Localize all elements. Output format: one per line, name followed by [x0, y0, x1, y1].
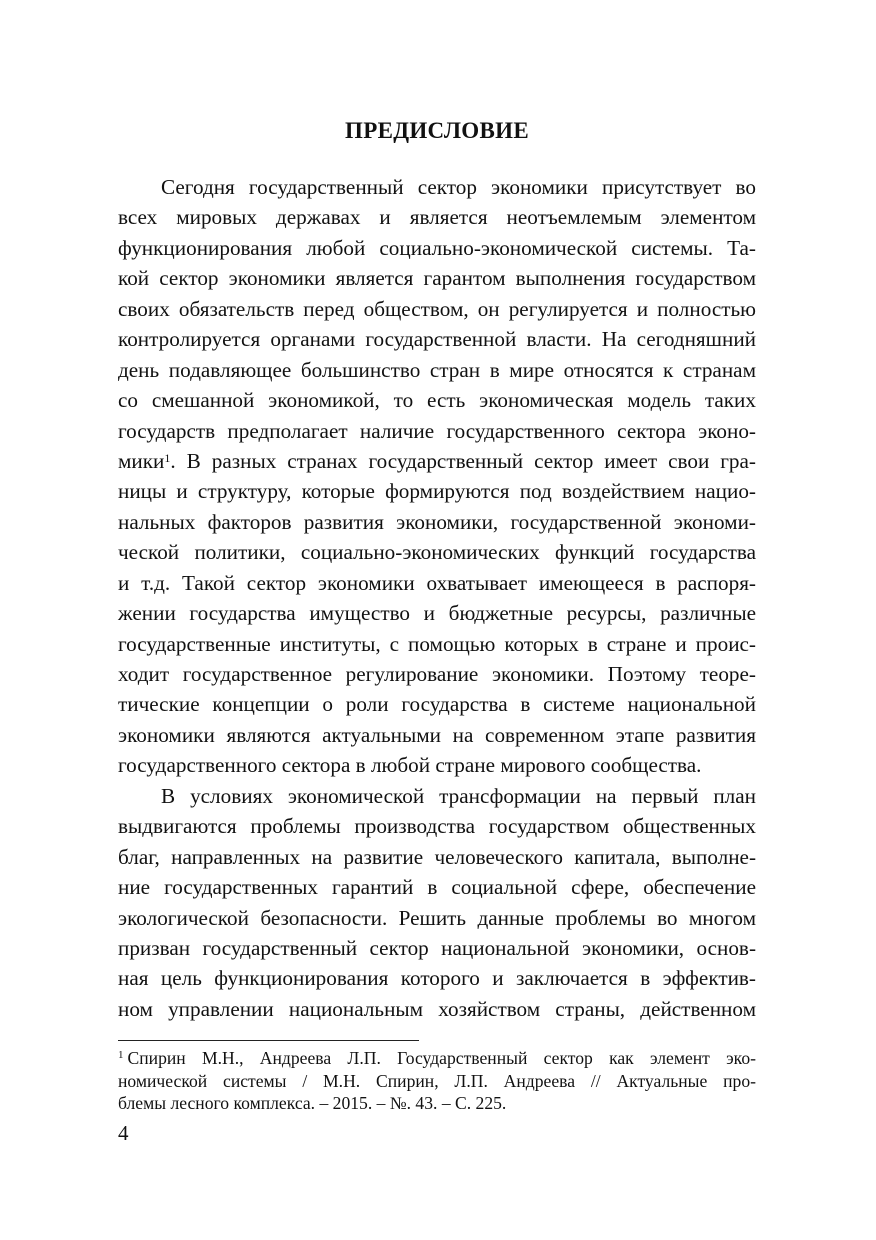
paragraph-1-line: государственного сектора в любой стране мирового сообщества. — [118, 753, 702, 778]
paragraph-2-line: ном управлении национальным хозяйством страны, действенном — [118, 996, 756, 1021]
paragraph-1-line: и т.д. Такой сектор экономики охватывает имеющееся в распоря- — [118, 570, 756, 595]
main-text — [118, 172, 756, 1024]
paragraph-1-line: ческой политики, социально-экономических функций государства — [118, 540, 756, 565]
page-number: 4 — [118, 1121, 129, 1145]
footnote-line: номической системы / М.Н. Спирин, Л.П. Андреева // Актуальные про- — [118, 1070, 756, 1091]
paragraph-1-line: день подавляющее большинство стран в мире относятся к странам — [118, 357, 756, 382]
paragraph-1-line: ходит государственное регулирование экономики. Поэтому теоре- — [118, 662, 756, 686]
line-text: . В разных странах государственный сектор имеет свои гра- — [170, 448, 756, 473]
paragraph-1-line: Сегодня государственный сектор экономики присутствует во — [161, 175, 756, 199]
footnote-text: Спирин М.Н., Андреева Л.П. Государственный сектор как элемент эко- — [127, 1048, 756, 1068]
paragraph-1-line-with-footnote — [118, 446, 756, 476]
paragraph-1-line: со смешанной экономикой, то есть экономическая модель таких — [118, 388, 756, 413]
paragraph-1-line: экономики являются актуальными на современном этапе развития — [118, 722, 756, 747]
paragraph-2-line: призван государственный сектор национальной экономики, основ- — [118, 935, 756, 960]
paragraph-1-line: контролируется органами государственной власти. На сегодняшний — [118, 327, 756, 352]
paragraph-1-line: всех мировых державах и является неотъемлемым элементом — [118, 205, 756, 230]
footnote — [118, 1047, 756, 1115]
footnote-reference[interactable]: 1 — [164, 450, 171, 465]
paragraph-2-line: ние государственных гарантий в социальной сфере, обеспечение — [118, 875, 756, 900]
paragraph-1-line: жении государства имущество и бюджетные ресурсы, различные — [118, 601, 756, 626]
paragraph-2-line: ная цель функционирования которого и заключается в эффектив- — [118, 966, 756, 991]
paragraph-2-line: экологической безопасности. Решить данные проблемы во многом — [118, 905, 756, 930]
paragraph-1-line: нальных факторов развития экономики, государственной экономи- — [118, 509, 756, 534]
paragraph-2-line: выдвигаются проблемы производства государством общественных — [118, 814, 756, 839]
paragraph-1-line: своих обязательств перед обществом, он регулируется и полностью — [118, 296, 756, 321]
paragraph-1-line: государственные институты, с помощью которых в стране и проис- — [118, 631, 756, 656]
paragraph-1-line: тические концепции о роли государства в системе национальной — [118, 692, 756, 717]
paragraph-2-line: благ, направленных на развитие человеческого капитала, выполне- — [118, 844, 756, 869]
footnote-line: блемы лесного комплекса. – 2015. – №. 43. – С. 225. — [118, 1093, 507, 1113]
page-title: ПРЕДИСЛОВИЕ — [345, 118, 529, 143]
paragraph-1-line: кой сектор экономики является гарантом выполнения государством — [118, 266, 756, 291]
footnote-divider — [118, 1040, 419, 1041]
paragraph-2-line: В условиях экономической трансформации на первый план — [161, 783, 756, 808]
paragraph-1-line: государств предполагает наличие государственного сектора эконо- — [118, 418, 756, 443]
line-text: мики — [118, 448, 165, 473]
footnote-mark: 1 — [118, 1049, 124, 1061]
paragraph-1-line: функционирования любой социально-экономической системы. Та- — [118, 235, 756, 260]
footnote-line — [118, 1047, 756, 1070]
paragraph-1-line: ницы и структуру, которые формируются под воздействием нацио- — [118, 479, 756, 504]
